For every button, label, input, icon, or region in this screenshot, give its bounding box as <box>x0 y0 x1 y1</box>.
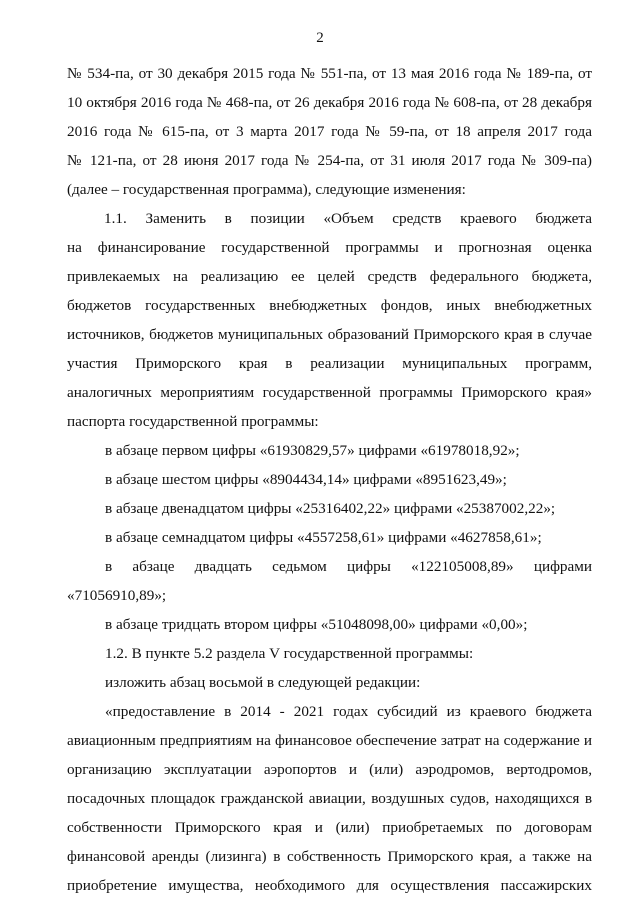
text-line: в абзаце первом цифры «61930829,57» цифрами «61978018,92»; <box>105 442 520 459</box>
text-line: (далее – государственная программа), следующие изменения: <box>67 181 466 198</box>
text-line: в абзаце шестом цифры «8904434,14» цифрами «8951623,49»; <box>105 471 507 488</box>
text-line: № 121-па, от 28 июня 2017 года № 254-па, от 31 июля 2017 года № 309-па) <box>67 152 592 169</box>
text-line: бюджетов государственных внебюджетных фондов, иных внебюджетных <box>67 297 592 314</box>
text-line: в абзаце семнадцатом цифры «4557258,61» цифрами «4627858,61»; <box>105 529 542 546</box>
text-line: финансовой аренды (лизинга) в собственность Приморского края, а также на <box>67 848 592 865</box>
page-number: 2 <box>316 30 324 46</box>
text-line: привлекаемых на реализацию ее целей средств федерального бюджета, <box>67 268 592 285</box>
text-line: организацию эксплуатации аэропортов и (или) аэродромов, вертодромов, <box>67 761 592 778</box>
text-line: паспорта государственной программы: <box>67 413 319 430</box>
text-line: на финансирование государственной программы и прогнозная оценка <box>67 239 592 256</box>
text-line: 10 октября 2016 года № 468-па, от 26 декабря 2016 года № 608-па, от 28 декабря <box>67 94 592 111</box>
text-line: «71056910,89»; <box>67 587 167 604</box>
text-line: аналогичных мероприятиям государственной программы Приморского края» <box>67 384 592 401</box>
text-line: в абзаце тридцать втором цифры «51048098,00» цифрами «0,00»; <box>105 616 528 633</box>
text-line: в абзаце двенадцатом цифры «25316402,22» цифрами «25387002,22»; <box>105 500 556 517</box>
text-line: 1.2. В пункте 5.2 раздела V государственной программы: <box>105 645 474 662</box>
text-line: авиационным предприятиям на финансовое обеспечение затрат на содержание и <box>67 732 592 749</box>
text-line: № 534-па, от 30 декабря 2015 года № 551-па, от 13 мая 2016 года № 189-па, от <box>67 65 592 82</box>
text-line: собственности Приморского края и (или) приобретаемых по договорам <box>67 819 592 836</box>
text-line: источников, бюджетов муниципальных образований Приморского края в случае <box>67 326 592 343</box>
text-line: приобретение имущества, необходимого для осуществления пассажирских <box>67 877 592 894</box>
text-line: участия Приморского края в реализации муниципальных программ, <box>67 355 592 372</box>
text-line: 1.1. Заменить в позиции «Объем средств краевого бюджета <box>104 210 592 227</box>
text-line: 2016 года № 615-па, от 3 марта 2017 года № 59-па, от 18 апреля 2017 года <box>67 123 592 140</box>
text-line: посадочных площадок гражданской авиации, воздушных судов, находящихся в <box>67 790 592 807</box>
text-line: «предоставление в 2014 - 2021 годах субсидий из краевого бюджета <box>105 703 592 720</box>
text-line: изложить абзац восьмой в следующей редакции: <box>105 674 421 691</box>
text-line: в абзаце двадцать седьмом цифры «122105008,89» цифрами <box>105 558 592 575</box>
